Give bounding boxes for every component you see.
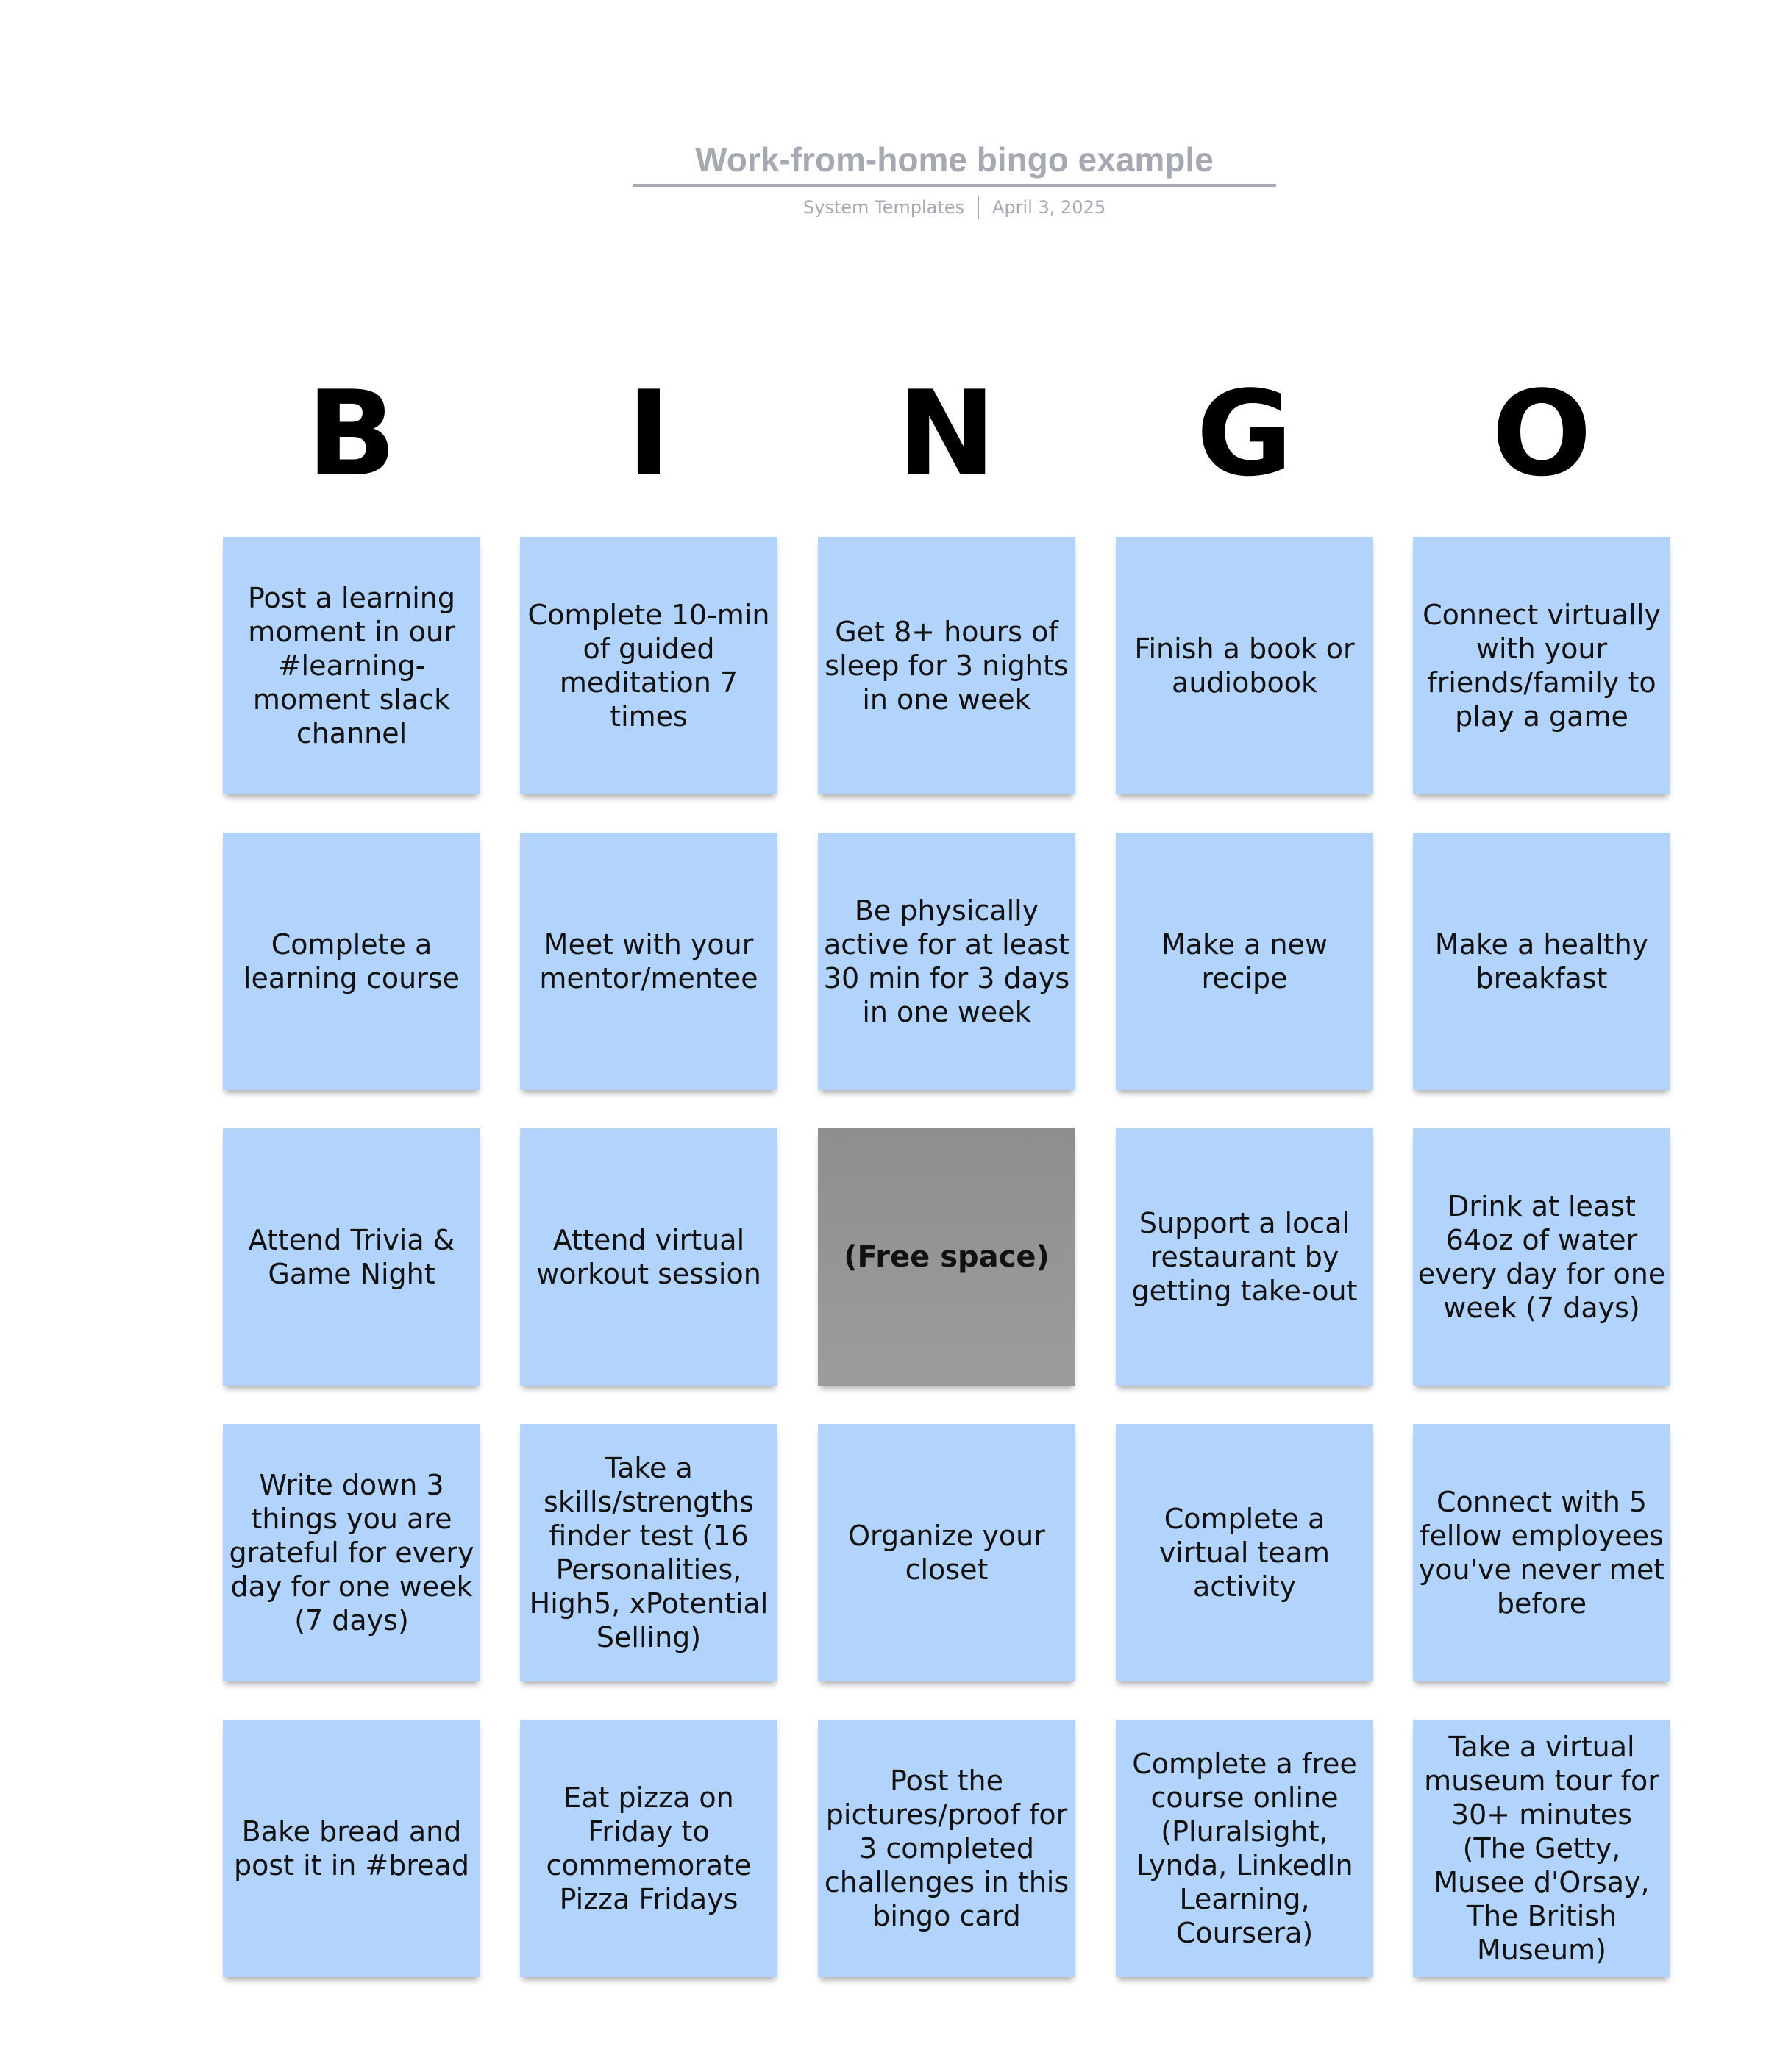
sticky-note-text: Post a learning moment in our #learning-moment slack channel <box>248 582 455 750</box>
bingo-sticky-note[interactable] <box>1413 1720 1670 1977</box>
sticky-note-text: Connect with 5 fellow employees you've never met before <box>1418 1486 1665 1620</box>
bingo-sticky-note[interactable] <box>223 1424 480 1681</box>
sticky-note-text: Drink at least 64oz of water every day for one week (7 days) <box>1417 1190 1666 1324</box>
board-title[interactable]: Work-from-home bingo example <box>633 140 1276 187</box>
sticky-note-text: Organize your closet <box>848 1520 1045 1586</box>
bingo-sticky-note[interactable] <box>818 833 1075 1090</box>
bingo-sticky-note[interactable] <box>223 1128 480 1386</box>
sticky-note-text: Eat pizza on Friday to commemorate Pizza Fridays <box>546 1781 752 1915</box>
bingo-letter-n[interactable]: N <box>897 365 996 502</box>
bingo-sticky-note[interactable] <box>1413 1424 1670 1681</box>
bingo-letter-o[interactable]: O <box>1491 365 1592 502</box>
bingo-sticky-note[interactable] <box>520 1720 777 1977</box>
sticky-note-text: Complete a learning course <box>243 928 460 994</box>
bingo-letter-g[interactable]: G <box>1196 365 1293 502</box>
free-space-sticky-note[interactable] <box>818 1128 1075 1386</box>
sticky-note-text: Complete a virtual team activity <box>1158 1503 1331 1603</box>
free-space-text: (Free space) <box>844 1240 1050 1274</box>
sticky-note-text: Finish a book or audiobook <box>1134 633 1355 699</box>
sticky-note-text: Take a virtual museum tour for 30+ minutes (The Getty, Musee d'Orsay, The British Museum) <box>1424 1731 1659 1966</box>
sticky-note-text: Meet with your mentor/mentee <box>539 928 758 994</box>
bingo-sticky-note[interactable] <box>818 1424 1075 1681</box>
sticky-note-text: Complete 10-min of guided meditation 7 times <box>527 599 770 733</box>
bingo-letter-i[interactable]: I <box>627 365 671 502</box>
board-date: April 3, 2025 <box>992 197 1106 218</box>
bingo-sticky-note[interactable] <box>1413 833 1670 1090</box>
bingo-sticky-note[interactable] <box>520 537 777 794</box>
bingo-sticky-note[interactable] <box>223 833 480 1090</box>
bingo-letter-b[interactable]: B <box>307 365 396 502</box>
bingo-sticky-note[interactable] <box>520 1128 777 1386</box>
sticky-note-text: Complete a free course online (Pluralsight, Lynda, LinkedIn Learning, Coursera) <box>1132 1748 1357 1949</box>
sticky-note-text: Support a local restaurant by getting take-out <box>1131 1207 1358 1307</box>
bingo-sticky-note[interactable] <box>1413 1128 1670 1386</box>
sticky-note-text: Make a healthy breakfast <box>1434 928 1649 994</box>
sticky-note-text: Post the pictures/proof for 3 completed challenges in this bingo card <box>824 1765 1069 1932</box>
sticky-note-text: Attend virtual workout session <box>536 1224 761 1290</box>
bingo-sticky-note[interactable] <box>818 537 1075 794</box>
sticky-note-text: Bake bread and post it in #bread <box>234 1815 469 1881</box>
sticky-note-text: Get 8+ hours of sleep for 3 nights in one week <box>825 616 1069 716</box>
sticky-note-text: Write down 3 things you are grateful for every day for one week (7 days) <box>229 1469 474 1637</box>
bingo-sticky-note[interactable] <box>1116 1128 1373 1386</box>
board-author: System Templates <box>802 197 965 218</box>
bingo-sticky-note[interactable] <box>1116 537 1373 794</box>
sticky-note-text: Connect virtually with your friends/family to play a game <box>1423 599 1661 733</box>
bingo-sticky-note[interactable] <box>1116 1424 1373 1681</box>
bingo-sticky-note[interactable] <box>223 537 480 794</box>
sticky-note-text: Make a new recipe <box>1161 928 1328 994</box>
sticky-note-text: Take a skills/strengths finder test (16 Personalities, High5, xPotential Selling) <box>529 1452 769 1653</box>
bingo-sticky-note[interactable] <box>520 833 777 1090</box>
sticky-note-text: Attend Trivia & Game Night <box>248 1224 455 1290</box>
sticky-note-text: Be physically active for at least 30 min for 3 days in one week <box>823 894 1070 1028</box>
bingo-sticky-note[interactable] <box>818 1720 1075 1977</box>
bingo-sticky-note[interactable] <box>1116 1720 1373 1977</box>
bingo-sticky-note[interactable] <box>1116 833 1373 1090</box>
bingo-sticky-note[interactable] <box>520 1424 777 1681</box>
bingo-sticky-note[interactable] <box>223 1720 480 1977</box>
bingo-sticky-note[interactable] <box>1413 537 1670 794</box>
